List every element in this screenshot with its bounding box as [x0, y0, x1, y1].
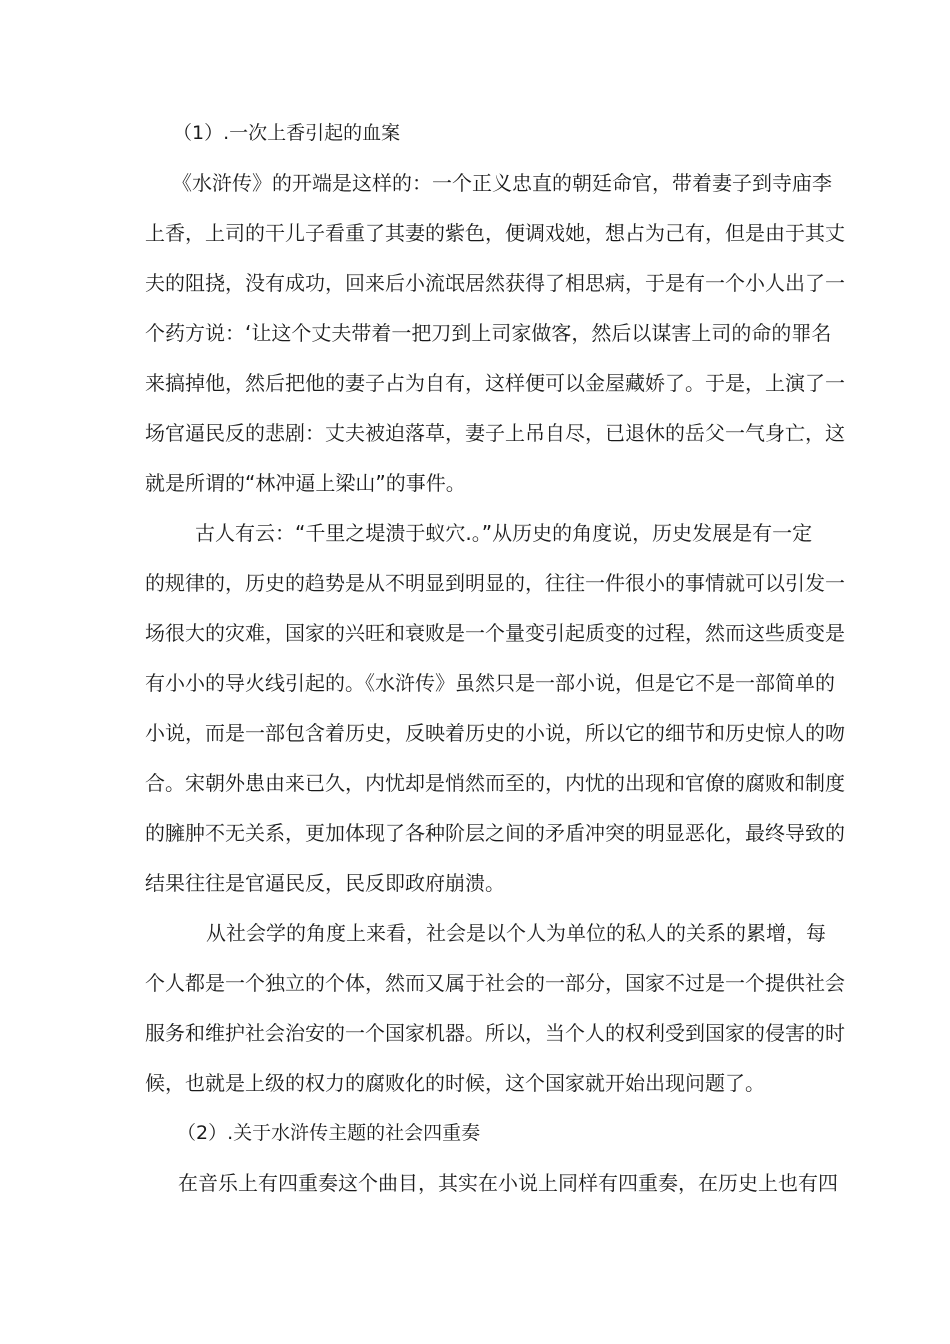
- paragraph-line: 古人有云：“千里之堤溃于蚁穴.。”从历史的角度说，历史发展是有一定: [195, 521, 813, 545]
- paragraph-line: 个药方说：‘让这个丈夫带着一把刀到上司家做客，然后以谋害上司的命的罪名: [145, 321, 832, 345]
- paragraph-line: 小说，而是一部包含着历史，反映着历史的小说，所以它的细节和历史惊人的吻: [145, 721, 845, 745]
- paragraph-line: 来搞掉他，然后把他的妻子占为自有，这样便可以金屋藏娇了。于是，上演了一: [145, 371, 845, 395]
- paragraph-line: 的臃肿不无关系，更加体现了各种阶层之间的矛盾冲突的明显恶化，最终导致的: [145, 821, 845, 845]
- paragraph-line: 个人都是一个独立的个体，然而又属于社会的一部分，国家不过是一个提供社会: [145, 971, 845, 995]
- paragraph-line: 有小小的导火线引起的。《水浒传》虽然只是一部小说，但是它不是一部简单的: [145, 671, 835, 695]
- section-1-heading: （1）.一次上香引起的血案: [173, 122, 401, 144]
- paragraph-line: 合。宋朝外患由来已久，内忧却是悄然而至的，内忧的出现和官僚的腐败和制度: [145, 771, 845, 795]
- paragraph-line: 候，也就是上级的权力的腐败化的时候，这个国家就开始出现问题了。: [145, 1071, 765, 1095]
- paragraph-line: 结果往往是官逼民反，民反即政府崩溃。: [145, 871, 505, 895]
- paragraph-line: 场很大的灾难，国家的兴旺和衰败是一个量变引起质变的过程，然而这些质变是: [145, 621, 845, 645]
- paragraph-line: 就是所谓的“林冲逼上梁山”的事件。: [145, 471, 466, 495]
- paragraph-line: 的规律的，历史的趋势是从不明显到明显的，往往一件很小的事情就可以引发一: [145, 571, 845, 595]
- paragraph-line: 夫的阻挠，没有成功，回来后小流氓居然获得了相思病，于是有一个小人出了一: [145, 271, 845, 295]
- paragraph-line: 服务和维护社会治安的一个国家机器。所以，当个人的权利受到国家的侵害的时: [145, 1021, 845, 1045]
- paragraph-line: 上香，上司的干儿子看重了其妻的紫色，便调戏她，想占为己有，但是由于其丈: [145, 221, 845, 245]
- paragraph-line: 从社会学的角度上来看，社会是以个人为单位的私人的关系的累增，每: [206, 921, 826, 945]
- paragraph-line: 《水浒传》的开端是这样的：一个正义忠直的朝廷命官，带着妻子到寺庙李: [172, 171, 832, 195]
- section-2-heading: （2）.关于水浒传主题的社会四重奏: [177, 1122, 481, 1144]
- paragraph-line: 在音乐上有四重奏这个曲目，其实在小说上同样有四重奏，在历史上也有四: [178, 1171, 838, 1195]
- paragraph-line: 场官逼民反的悲剧：丈夫被迫落草，妻子上吊自尽，已退休的岳父一气身亡，这: [145, 421, 845, 445]
